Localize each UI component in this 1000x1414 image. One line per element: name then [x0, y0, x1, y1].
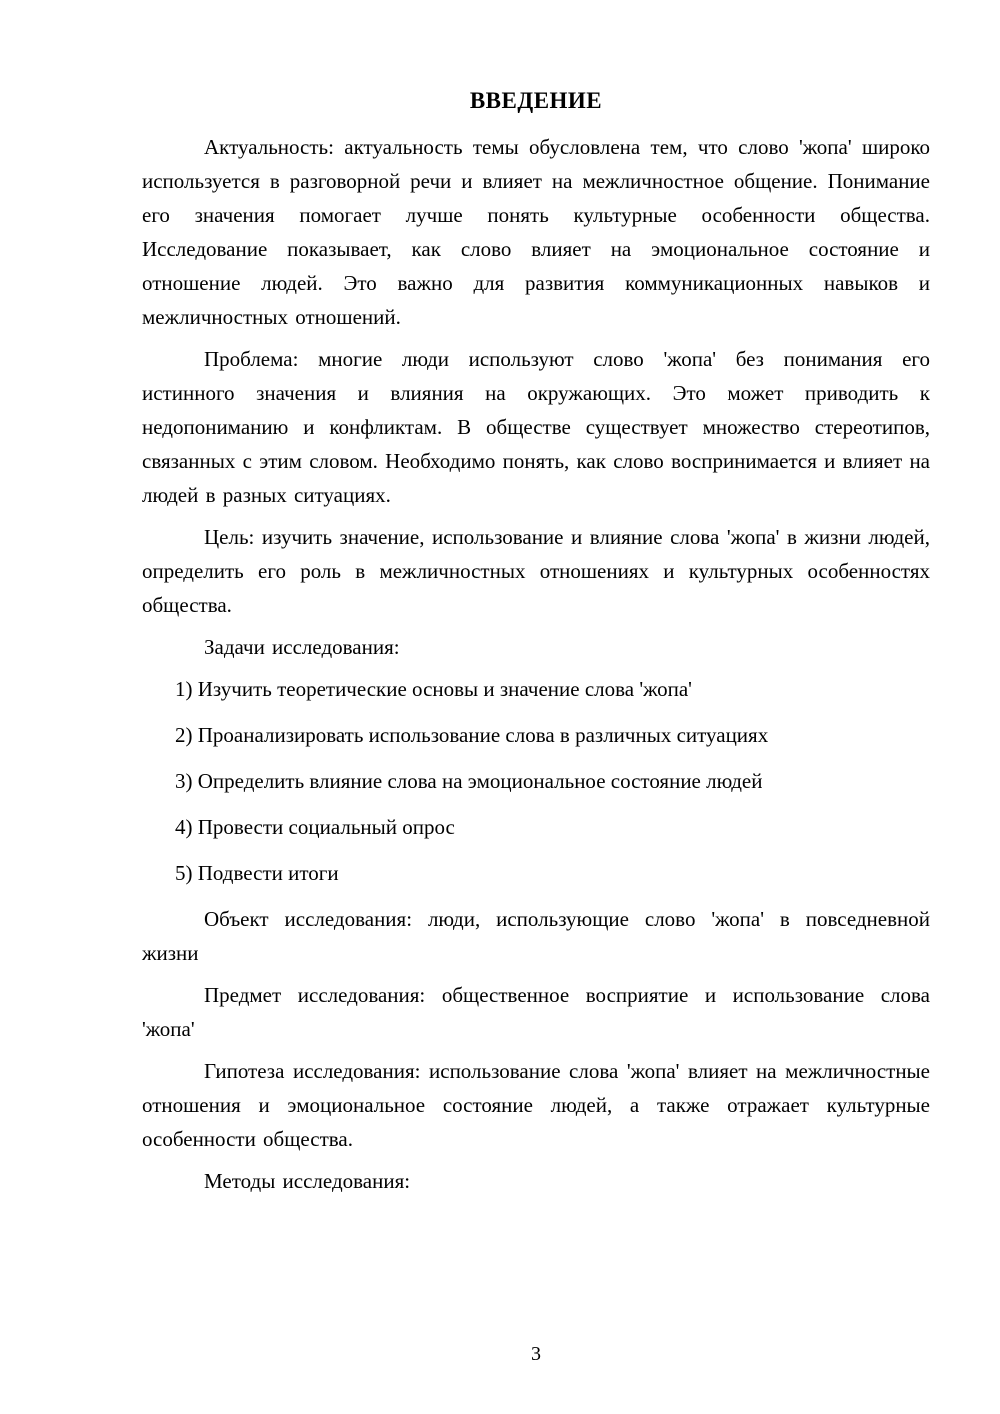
task-list [142, 672, 930, 890]
paragraph-obyekt: Объект исследования: люди, использующие слово 'жопа' в повседневной жизни [142, 907, 930, 965]
paragraph-metody-header: Методы исследования: [204, 1169, 411, 1193]
paragraph-gipoteza: Гипотеза исследования: использование слова 'жопа' влияет на межличностные отношения и эмоциональное состояние людей, а также отражает культурные особенности общества. [142, 1059, 930, 1151]
paragraph-predmet: Предмет исследования: общественное восприятие и использование слова 'жопа' [142, 983, 930, 1041]
page-title: ВВЕДЕНИЕ [469, 88, 603, 113]
paragraph-problema: Проблема: многие люди используют слово 'жопа' без понимания его истинного значения и влияния на окружающих. Это может приводить к недопониманию и конфликтам. В обществе существует множество стереотипов, связанных с этим словом. Необходимо понять, как слово воспринимается и влияет на людей в разных ситуациях. [142, 347, 930, 507]
paragraph-aktualnost: Актуальность: актуальность темы обусловлена тем, что слово 'жопа' широко используется в разговорной речи и влияет на межличностное общение. Понимание его значения помогает лучше понять культурные особенности общества. Исследование показывает, как слово влияет на эмоциональное состояние и отношение людей. Это важно для развития коммуникационных навыков и межличностных отношений. [142, 135, 930, 329]
task-item-2: 2) Проанализировать использование слова в различных ситуациях [175, 723, 769, 747]
paragraph-zadachi-header: Задачи исследования: [204, 635, 400, 659]
task-item-3: 3) Определить влияние слова на эмоциональное состояние людей [175, 769, 763, 793]
paragraph-tsel: Цель: изучить значение, использование и влияние слова 'жопа' в жизни людей, определить его роль в межличностных отношениях и культурных особенностях общества. [142, 525, 930, 617]
task-item-1: 1) Изучить теоретические основы и значение слова 'жопа' [175, 677, 692, 701]
task-item-4: 4) Провести социальный опрос [175, 815, 455, 839]
task-item-5: 5) Подвести итоги [175, 861, 339, 885]
page-number: 3 [531, 1343, 541, 1365]
